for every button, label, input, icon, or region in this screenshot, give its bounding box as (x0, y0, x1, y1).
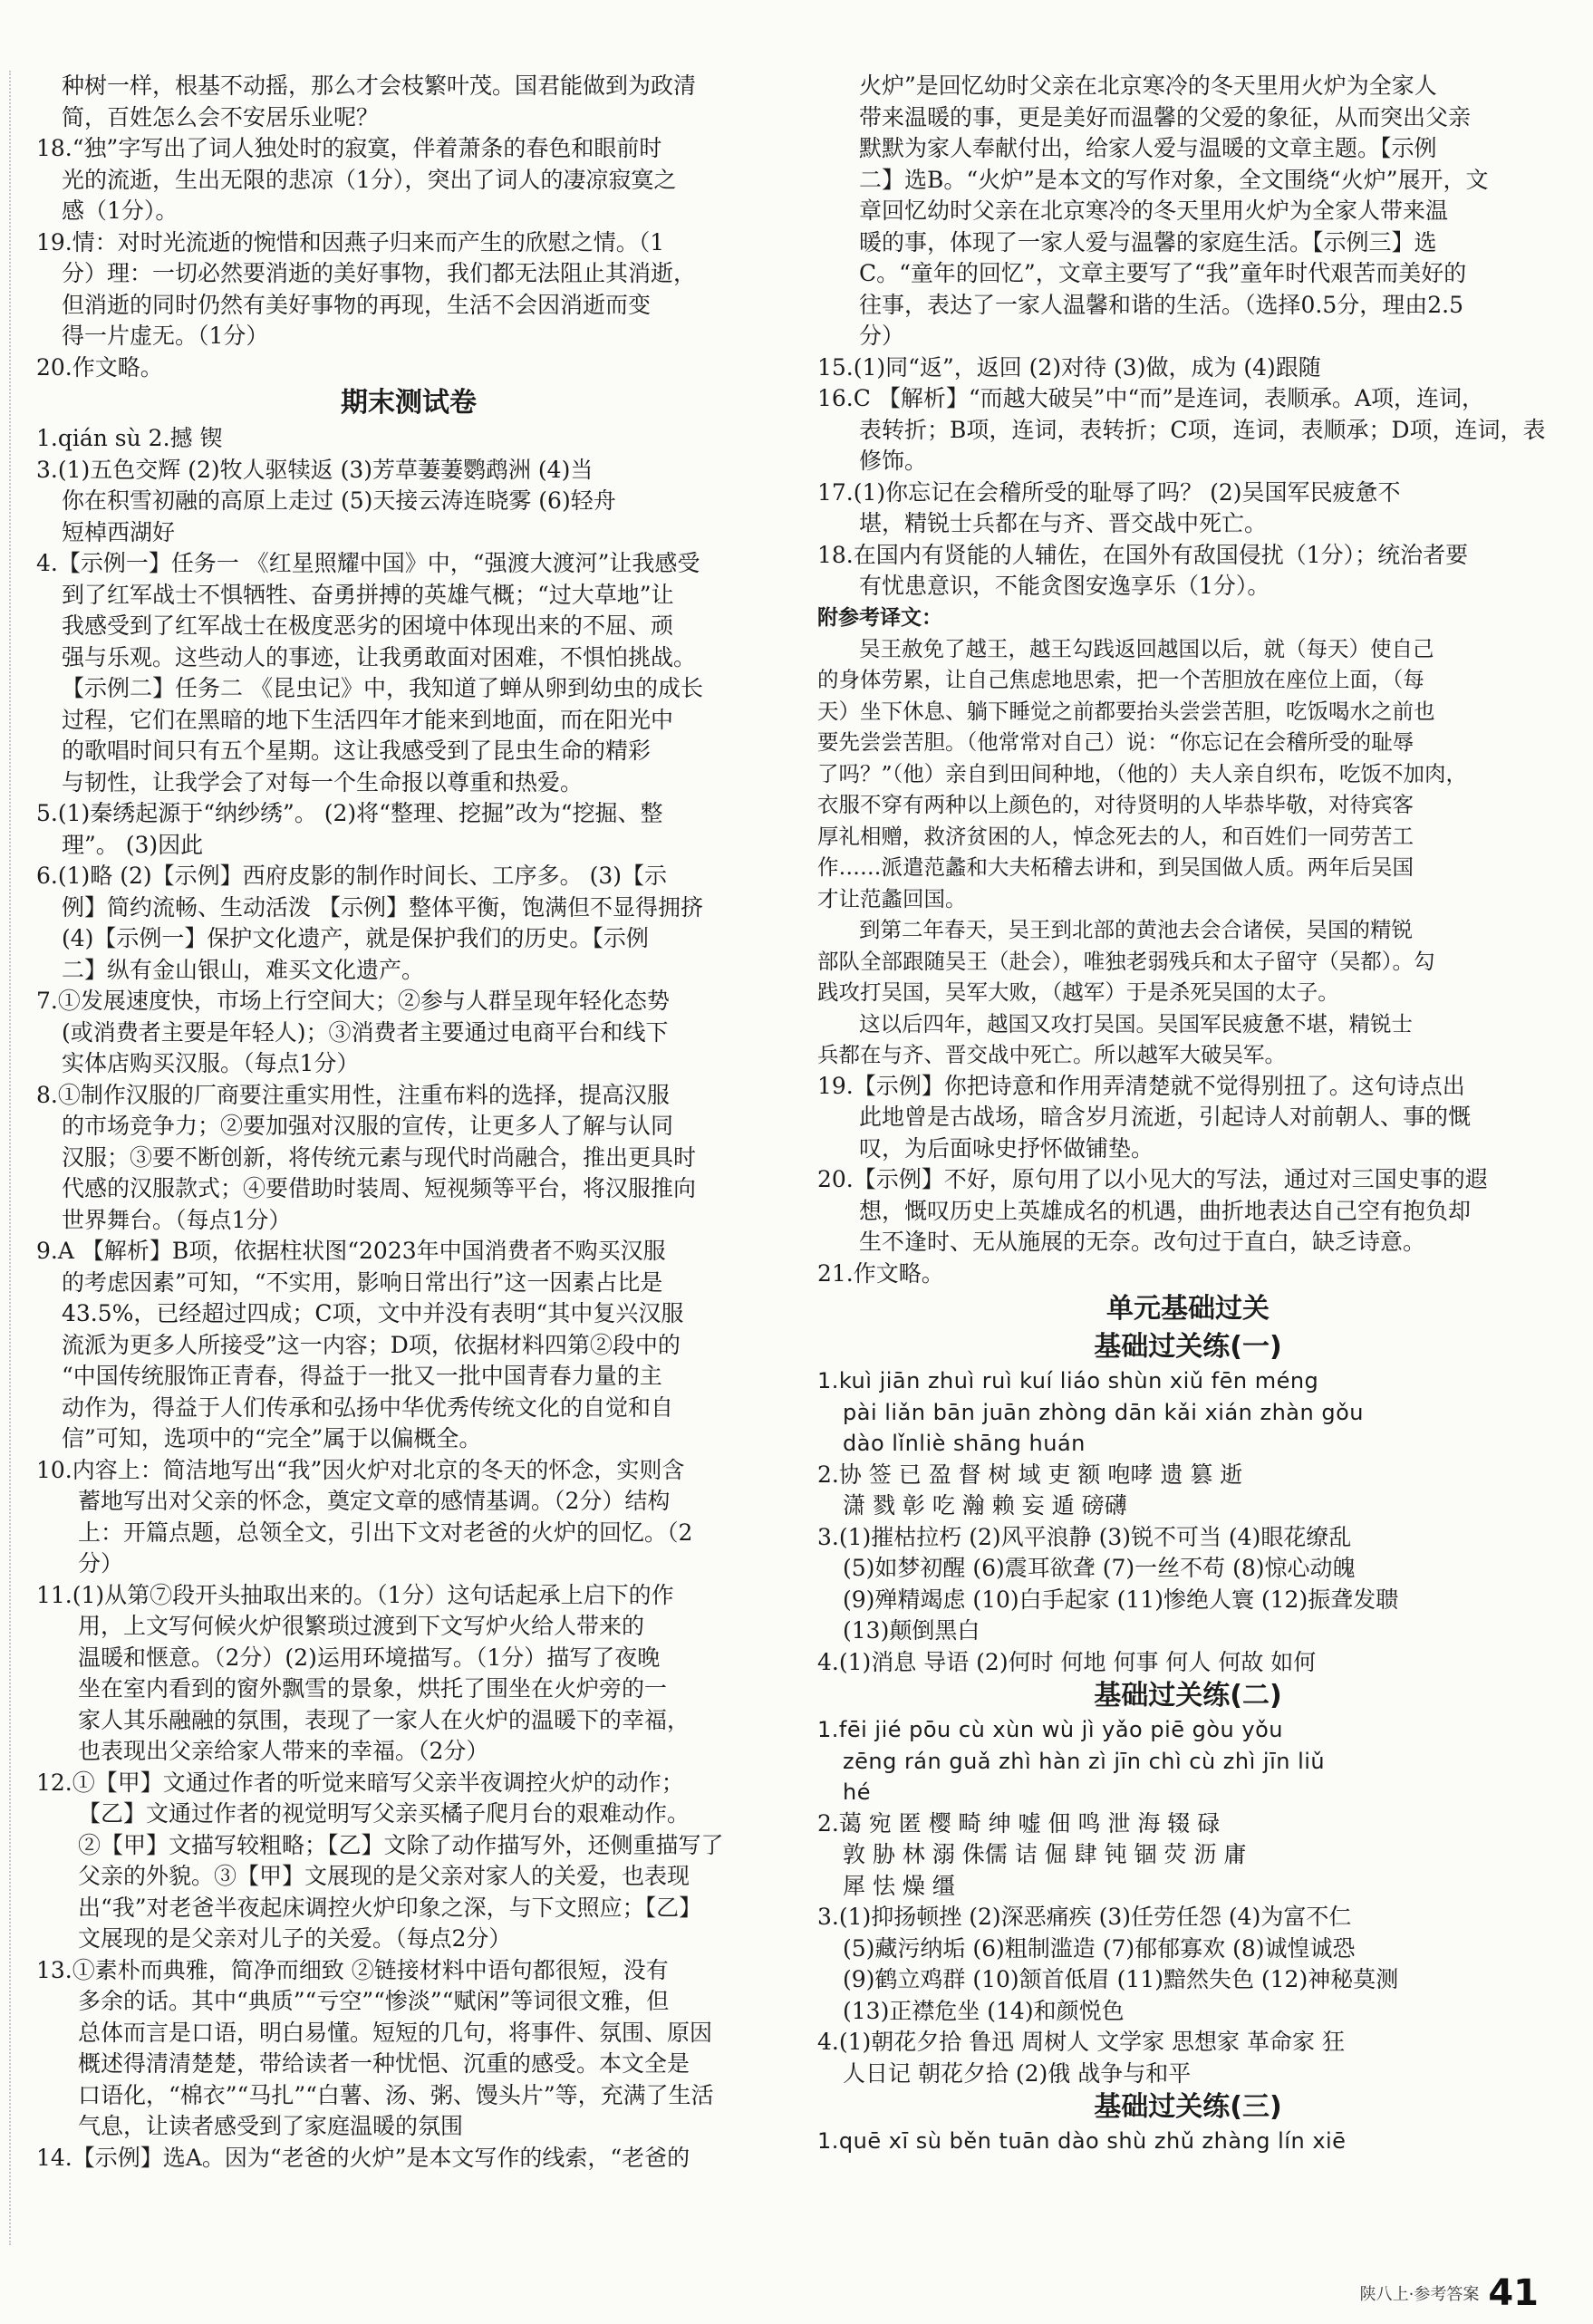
text-line: 的考虑因素”可知，“不实用，影响日常出行”这一因素占比是 (62, 1268, 663, 1296)
text-line: 例】简约流畅、生动活泼 【示例】整体平衡，饱满但不显得拥挤 (62, 893, 703, 921)
text-line: 9.A 【解析】B项，依据柱状图“2023年中国消费者不购买汉服 (36, 1238, 666, 1264)
text-line: 19.【示例】你把诗意和作用弄清楚就不觉得别扭了。这句诗点出 (817, 1072, 1465, 1099)
exercise-3-title: 基础过关练(三) (1094, 2091, 1282, 2123)
text-line: 总体而言是口语，明白易懂。短短的几句，将事件、氛围、原因 (78, 2019, 713, 2046)
text-line: 【示例二】任务二 《昆虫记》中，我知道了蝉从卵到幼虫的成长 (62, 675, 703, 701)
text-line: 16.C 【解析】“而越大破吴”中“而”是连词，表顺承。A项，连词， (817, 385, 1485, 411)
text-line: 10.内容上：简洁地写出“我”因火炉对北京的冬天的怀念，实则含 (36, 1456, 685, 1483)
text-line: 但消逝的同时仍然有美好事物的再现，生活不会因消逝而变 (62, 291, 652, 318)
text-line: 犀 怯 燥 缰 (843, 1872, 955, 1899)
text-line: 衣服不穿有两种以上颜色的，对待贤明的人毕恭毕敬，对待宾客 (817, 792, 1414, 817)
text-line: 二】纵有金山银山，难买文化遗产。 (62, 956, 425, 983)
text-line: 这以后四年，越国又攻打吴国。吴国军民疲惫不堪，精锐士 (859, 1010, 1413, 1037)
text-line: 得一片虚无。（1分） (62, 323, 269, 349)
text-line: 种树一样，根基不动摇，那么才会枝繁叶茂。国君能做到为政清 (62, 72, 697, 99)
text-line: 生不逢时、无从施展的无奈。改句过于直白，缺乏诗意。 (859, 1229, 1426, 1255)
text-line: zēng rán guǎ zhì hàn zì jīn chì cù zhì jīn liǔ (843, 1748, 1326, 1774)
text-line: 我感受到了红军战士在极度恶劣的困境中体现出来的不屈、顽 (62, 612, 674, 639)
text-line: 火炉”是回忆幼时父亲在北京寒冷的冬天里用火炉为全家人 (859, 72, 1437, 99)
text-line: 往事，表达了一家人温馨和谐的生活。（选择0.5分，理由2.5 (859, 291, 1464, 318)
text-line: 你在积雪初融的高原上走过 (5)天接云涛连晓雾 (6)轻舟 (62, 487, 616, 514)
text-line: 4.【示例一】任务一 《红星照耀中国》中，“强渡大渡河”让我感受 (36, 550, 700, 576)
text-line: 了吗？”（他）亲自到田间种地，（他的）夫人亲自织布，吃饭不加肉， (817, 760, 1468, 786)
text-line: 父亲的外貌。③【甲】文展现的是父亲对家人的关爱，也表现 (78, 1863, 690, 1889)
text-line: 18.“独”字写出了词人独处时的寂寞，伴着萧条的春色和眼前时 (36, 135, 662, 161)
text-line: 分） (859, 323, 905, 349)
text-line: 3.(1)抑扬顿挫 (2)深恶痛疾 (3)任劳任怨 (4)为富不仁 (817, 1904, 1352, 1930)
text-line: 部队全部跟随吴王（赴会），唯独老弱残兵和太子留守（吴都）。勾 (817, 948, 1435, 974)
text-line: 简，百姓怎么会不安居乐业呢？ (62, 103, 380, 130)
text-line: (4)【示例一】保护文化遗产，就是保护我们的历史。【示例 (62, 925, 649, 951)
text-line: 带来温暖的事，更是美好而温馨的父爱的象征，从而突出父亲 (859, 103, 1472, 130)
text-line: 2.蔼 宛 匿 樱 畸 绅 嘘 佃 鸣 泄 海 辍 碌 (817, 1809, 1221, 1837)
text-line: 到了红军战士不惧牺牲、奋勇拼搏的英雄气概；“过大草地”让 (62, 581, 674, 608)
text-line: 叹，为后面咏史抒怀做铺垫。 (859, 1134, 1154, 1162)
text-line: 代感的汉服款式；④要借助时装周、短视频等平台，将汉服推向 (62, 1175, 697, 1201)
left-column (36, 71, 781, 2174)
left-block-2 (36, 423, 781, 2174)
text-line: 也表现出父亲给家人带来的幸福。（2分） (78, 1738, 489, 1764)
text-line: 14.【示例】选A。因为“老爸的火炉”是本文写作的线索，“老爸的 (36, 2144, 690, 2171)
text-line: 的市场竞争力；②要加强对汉服的宣传，让更多人了解与认同 (62, 1113, 674, 1139)
text-line: (或消费者主要是年轻人)；③消费者主要通过电商平台和线下 (62, 1018, 669, 1046)
text-line: 与韧性，让我学会了对每一个生命报以尊重和热爱。 (62, 768, 584, 796)
text-line: (9)鹤立鸡群 (10)颔首低眉 (11)黯然失色 (12)神秘莫测 (843, 1966, 1399, 1992)
text-line: 上：开篇点题，总领全文，引出下文对老爸的火炉的回忆。（2 (78, 1519, 693, 1546)
text-line: 才让范蠡回国。 (817, 885, 967, 911)
text-line: 人日记 朝花夕拾 (2)俄 战争与和平 (843, 2059, 1192, 2087)
text-line: 堪，精锐士兵都在与齐、晋交战中死亡。 (859, 510, 1268, 536)
exercise-2-items (817, 1808, 1559, 2090)
text-line: 13.①素朴而典雅，简净而细致 ②链接材料中语句都很短，没有 (36, 1956, 669, 1983)
page-footer (1360, 2272, 1539, 2314)
text-line: 过程，它们在黑暗的地下生活四年才能来到地面，而在阳光中 (62, 706, 674, 733)
text-line: 兵都在与齐、晋交战中死亡。所以越军大破吴军。 (817, 1042, 1286, 1067)
text-line: 章回忆幼时父亲在北京寒冷的冬天里用火炉为全家人带来温 (859, 198, 1449, 224)
text-line: 11.(1)从第⑦段开头抽取出来的。（1分）这句话起承上启下的作 (36, 1581, 674, 1608)
text-line: 实体店购买汉服。（每点1分） (62, 1050, 360, 1076)
text-line: 短棹西湖好 (62, 518, 176, 545)
text-line: 3.(1)摧枯拉朽 (2)风平浪静 (3)锐不可当 (4)眼花缭乱 (817, 1523, 1352, 1550)
text-line: 敦 胁 林 溺 侏儒 诘 倔 肆 钝 锢 荧 沥 庸 (843, 1841, 1247, 1867)
text-line: 用，上文写何候火炉很繁琐过渡到下文写炉火给人带来的 (78, 1613, 645, 1639)
text-line: 1.quē xī sù běn tuān dào shù zhǔ zhàng lín xiē (817, 2128, 1347, 2154)
text-line: 暖的事，体现了一家人爱与温馨的家庭生活。【示例三】选 (859, 228, 1437, 256)
text-line: 1.kuì jiān zhuì ruì kuí liáo shùn xiǔ fēn méng (817, 1368, 1319, 1393)
text-line: 2.协 签 已 盈 督 树 域 吏 额 咆哮 遗 篡 逝 (817, 1461, 1243, 1488)
exercise-1-title: 基础过关练(一) (1094, 1331, 1282, 1363)
text-line: 践攻打吴国，吴军大败，（越军）于是杀死吴国的太子。 (817, 979, 1339, 1005)
text-line: 流派为更多人所接受”这一内容；D项，依据材料四第②段中的 (62, 1331, 681, 1358)
text-line: 20.作文略。 (36, 353, 163, 381)
text-line: 的歌唱时间只有五个星期。这让我感受到了昆虫生命的精彩 (62, 738, 652, 764)
text-line: 有忧患意识，不能贪图安逸享乐（1分）。 (859, 573, 1270, 599)
text-line: 感（1分）。 (62, 198, 179, 224)
text-line: 家人其乐融融的氛围，表现了一家人在火炉的温暖下的幸福， (78, 1706, 690, 1733)
text-line: 强与乐观。这些动人的事迹，让我勇敢面对困难，不惧怕挑战。 (62, 643, 697, 670)
text-line: 分） (78, 1550, 124, 1577)
translation-block (817, 633, 1559, 1071)
text-line: 吴王赦免了越王，越王勾践返回越国以后，就（每天）使自己 (859, 635, 1434, 661)
text-line: 12.①【甲】文通过作者的听觉来暗写父亲半夜调控火炉的动作； (36, 1769, 684, 1796)
right-block-1 (817, 71, 1559, 603)
text-line: (9)殚精竭虑 (10)白手起家 (11)惨绝人寰 (12)振聋发聩 (843, 1586, 1399, 1613)
text-line: 文展现的是父亲对儿子的关爱。（每点2分） (78, 1925, 512, 1952)
text-line: (5)如梦初醒 (6)震耳欲聋 (7)一丝不苟 (8)惊心动魄 (843, 1555, 1356, 1581)
translation-heading: 附参考译文： (817, 605, 942, 630)
left-block-1 (36, 71, 781, 383)
text-line: 天）坐下休息、躺下睡觉之前都要抬头尝尝苦胆，吃饭喝水之前也 (817, 698, 1435, 724)
text-line: 要先尝尝苦胆。（他常常对自己）说：“你忘记在会稽所受的耻辱 (817, 729, 1414, 755)
text-line: (5)藏污纳垢 (6)粗制滥造 (7)郁郁寡欢 (8)诚惶诚恐 (843, 1934, 1356, 1962)
text-line: 15.(1)同“返”，返回 (2)对待 (3)做，成为 (4)跟随 (817, 353, 1321, 381)
text-line: 此地曾是古战场，暗含岁月流逝，引起诗人对前朝人、事的慨 (859, 1104, 1472, 1130)
text-line: 8.①制作汉服的厂商要注重实用性，注重布料的选择，提高汉服 (36, 1081, 670, 1108)
text-line: 18.在国内有贤能的人辅佐，在国外有敌国侵扰（1分）；统治者要 (817, 541, 1469, 568)
text-line: 3.(1)五色交辉 (2)牧人驱犊返 (3)芳草萋萋鹦鹉洲 (4)当 (36, 456, 594, 483)
text-line: 二】选B。“火炉”是本文的写作对象，全文围绕“火炉”展开，文 (859, 166, 1489, 193)
exercise-2-pinyin (817, 1714, 1559, 1808)
text-line: hé (843, 1779, 871, 1805)
text-line: 汉服；③要不断创新，将传统元素与现代时尚融合，推出更具时 (62, 1143, 697, 1171)
text-line: 信”可知，选项中的“完全”属于以偏概全。 (62, 1425, 482, 1451)
text-line: 1.qián sù 2.撼 锲 (36, 425, 223, 451)
text-line: 多余的话。其中“典质”“亏空”“惨淡”“赋闲”等词很文雅，但 (78, 1988, 670, 2014)
right-column (817, 71, 1559, 2157)
exercise-1-pinyin (817, 1365, 1559, 1460)
text-line: 19.情：对时光流逝的惋惜和因燕子归来而产生的欣慰之情。（1 (36, 228, 665, 256)
text-line: 光的流逝，生出无限的悲凉（1分），突出了词人的凄凉寂寞之 (62, 166, 677, 193)
text-line: (13)颠倒黑白 (843, 1617, 980, 1644)
text-line: 世界舞台。（每点1分） (62, 1206, 292, 1233)
text-line: 概述得清清楚楚，带给读者一种忧悒、沉重的感受。本文全是 (78, 2050, 690, 2077)
text-line: 表转折；B项，连词，表转折；C项，连词，表顺承；D项，连词，表 (859, 416, 1546, 443)
text-line: 43.5%，已经超过四成；C项，文中并没有表明“其中复兴汉服 (62, 1300, 684, 1326)
text-line: 蓄地写出对父亲的怀念，奠定文章的感情基调。（2分）结构 (78, 1488, 671, 1514)
text-line: dào lǐnliè shāng huán (843, 1431, 1086, 1456)
text-line: 想，慨叹历史上英雄成名的机遇，曲折地表达自己空有抱负却 (859, 1197, 1472, 1224)
text-line: 4.(1)朝花夕拾 鲁迅 周树人 文学家 思想家 革命家 狂 (817, 2029, 1345, 2055)
text-line: 理”。 (3)因此 (62, 831, 204, 858)
text-line: C。“童年的回忆”，文章主要写了“我”童年时代艰苦而美好的 (859, 260, 1467, 286)
section-title: 期末测试卷 (341, 387, 477, 419)
text-line: 温暖和惬意。（2分）(2)运用环境描写。（1分）描写了夜晚 (78, 1644, 661, 1671)
text-line: 出“我”对老爸半夜起床调控火炉印象之深，与下文照应；【乙】 (78, 1894, 702, 1921)
text-line: 7.①发展速度快，市场上行空间大；②参与人群呈现年轻化态势 (36, 988, 670, 1014)
text-line: 1.fēi jié pōu cù xùn wù jì yǎo piē gòu yǒu (817, 1717, 1283, 1742)
text-line: pài liǎn bān juān zhòng dān kǎi xián zhàn gǒu (843, 1399, 1364, 1425)
text-line: (13)正襟危坐 (14)和颜悦色 (843, 1997, 1125, 2024)
text-line: 动作为，得益于人们传承和弘扬中华优秀传统文化的自觉和自 (62, 1393, 674, 1421)
text-line: 潇 戮 彰 吃 瀚 赖 妄 遁 磅礴 (843, 1492, 1127, 1519)
exercise-1-items (817, 1460, 1559, 1679)
text-line: 17.(1)你忘记在会稽所受的耻辱了吗？ (2)吴国军民疲惫不 (817, 478, 1401, 506)
page-number: 41 (1488, 2272, 1539, 2314)
unit-title: 单元基础过关 (1106, 1293, 1270, 1325)
text-line: “中国传统服饰正青春，得益于一批又一批中国青春力量的主 (62, 1363, 662, 1389)
exercise-3-pinyin (817, 2126, 1559, 2157)
text-line: 5.(1)秦绣起源于“纳纱绣”。 (2)将“整理、挖掘”改为“挖掘、整 (36, 800, 663, 826)
text-line: 的身体劳累，让自己焦虑地思索，把一个苦胆放在座位上面，（每 (817, 667, 1424, 692)
text-line: 气息，让读者感受到了家庭温暖的氛围 (78, 2113, 464, 2139)
text-line: 到第二年春天，吴王到北部的黄池去会合诸侯，吴国的精锐 (859, 917, 1413, 942)
text-line: 坐在室内看到的窗外飘雪的景象，烘托了围坐在火炉旁的一 (78, 1675, 668, 1702)
text-line: 口语化，“棉衣”“马扎”“白薯、汤、粥、馒头片”等，充满了生活 (78, 2081, 714, 2108)
text-line: 4.(1)消息 导语 (2)何时 何地 何事 何人 何故 如何 (817, 1648, 1317, 1675)
text-line: 作……派遣范蠡和大夫柘稽去讲和，到吴国做人质。两年后吴国 (817, 854, 1414, 880)
text-line: 厚礼相赠，救济贫困的人，悼念死去的人，和百姓们一同劳苦工 (817, 823, 1414, 849)
text-line: 分）理：一切必然要消逝的美好事物，我们都无法阻止其消逝， (62, 260, 697, 286)
text-line: 20.【示例】不好，原句用了以小见大的写法，通过对三国史事的遐 (817, 1166, 1488, 1192)
footer-label: 陕八上·参考答案 (1359, 2285, 1480, 2304)
exercise-2-title: 基础过关练(二) (1094, 1680, 1282, 1712)
right-block-2 (817, 1071, 1559, 1290)
text-line: 默默为家人奉献付出，给家人爱与温暖的文章主题。【示例 (859, 135, 1437, 161)
text-line: 6.(1)略 (2)【示例】西府皮影的制作时间长、工序多。 (3)【示 (36, 863, 667, 889)
text-line: 21.作文略。 (817, 1259, 944, 1287)
text-line: 【乙】文通过作者的视觉明写父亲买橘子爬月台的艰难动作。 (78, 1800, 690, 1827)
text-line: 修饰。 (859, 448, 928, 474)
text-line: ②【甲】文描写较粗略；【乙】文除了动作描写外，还侧重描写了 (78, 1831, 724, 1858)
